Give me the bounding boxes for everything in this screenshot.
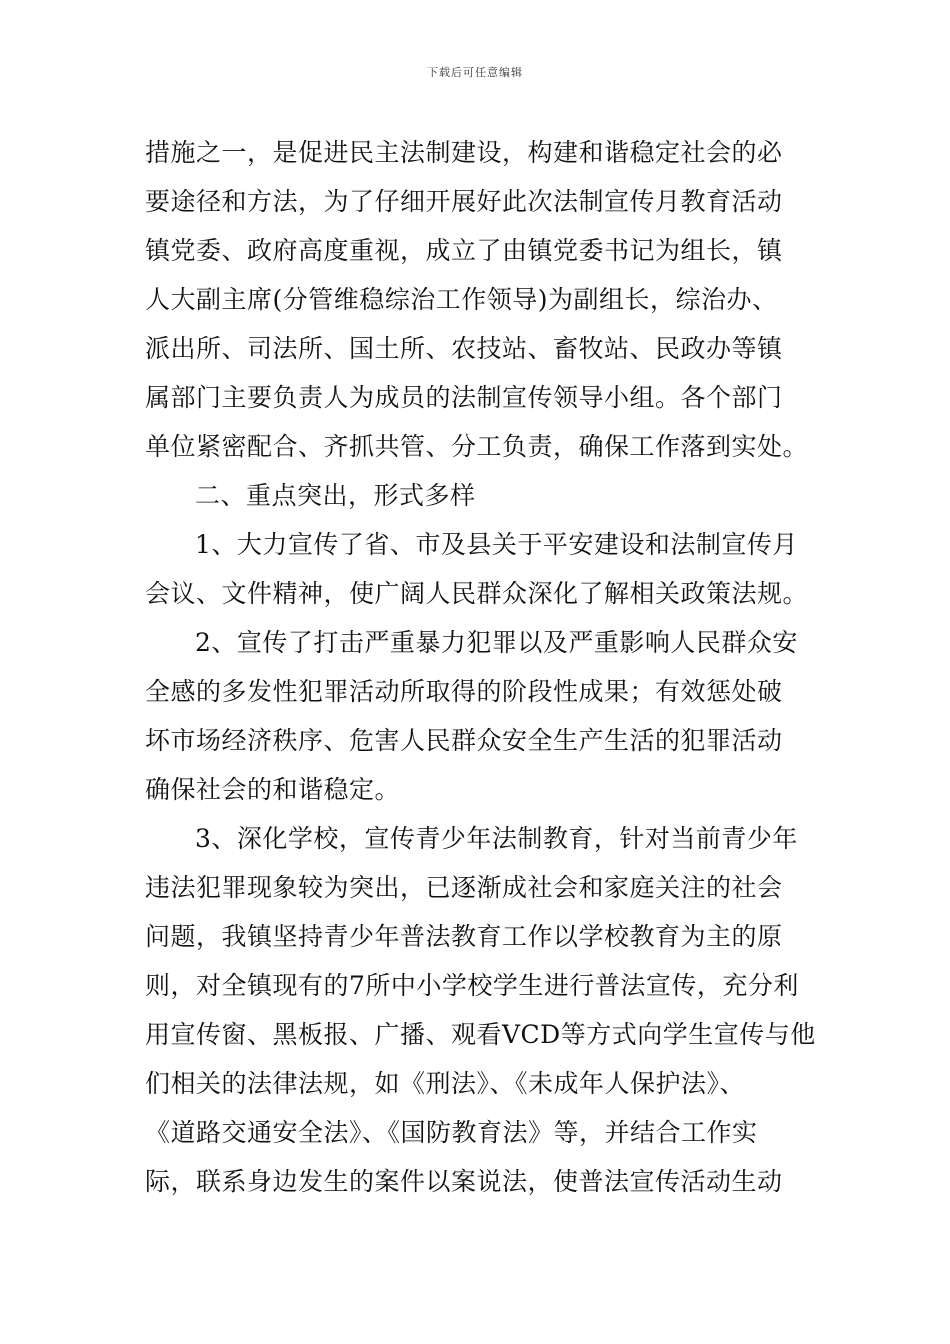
text-line: 际，联系身边发生的案件以案说法，使普法宣传活动生动 bbox=[145, 1167, 783, 1196]
text-line: 会议、文件精神，使广阔人民群众深化了解相关政策法规。 bbox=[145, 579, 809, 608]
text-line: 则，对全镇现有的7所中小学校学生进行普法宣传，充分利 bbox=[145, 971, 799, 1000]
page-header: 下载后可任意编辑 bbox=[427, 66, 523, 79]
text-line: 单位紧密配合、齐抓共管、分工负责，确保工作落到实处。 bbox=[145, 432, 809, 461]
section-heading: 二、重点突出，形式多样 bbox=[195, 481, 476, 510]
text-line: 问题，我镇坚持青少年普法教育工作以学校教育为主的原 bbox=[145, 922, 783, 951]
text-line: 措施之一，是促进民主法制建设，构建和谐稳定社会的必 bbox=[145, 138, 783, 167]
text-line: 要途径和方法，为了仔细开展好此次法制宣传月教育活动 bbox=[145, 187, 783, 216]
document-body bbox=[145, 128, 816, 1206]
text-line: 镇党委、政府高度重视，成立了由镇党委书记为组长，镇 bbox=[145, 236, 783, 265]
text-line: 1、大力宣传了省、市及县关于平安建设和法制宣传月 bbox=[195, 530, 798, 559]
text-line: 2、宣传了打击严重暴力犯罪以及严重影响人民群众安 bbox=[195, 628, 798, 657]
text-line: 确保社会的和谐稳定。 bbox=[145, 775, 401, 804]
text-line: 人大副主席(分管维稳综治工作领导)为副组长，综治办、 bbox=[145, 285, 778, 314]
text-line: 违法犯罪现象较为突出，已逐渐成社会和家庭关注的社会 bbox=[145, 873, 783, 902]
text-line: 全感的多发性犯罪活动所取得的阶段性成果；有效惩处破 bbox=[145, 677, 783, 706]
text-line: 3、深化学校，宣传青少年法制教育，针对当前青少年 bbox=[195, 824, 798, 853]
text-line: 们相关的法律法规，如《刑法》、《未成年人保护法》、 bbox=[145, 1069, 746, 1098]
text-line: 坏市场经济秩序、危害人民群众安全生产生活的犯罪活动 bbox=[145, 726, 783, 755]
text-line: 属部门主要负责人为成员的法制宣传领导小组。各个部门 bbox=[145, 383, 783, 412]
text-line: 《道路交通安全法》、《国防教育法》等，并结合工作实 bbox=[145, 1118, 758, 1147]
text-line: 用宣传窗、黑板报、广播、观看VCD等方式向学生宣传与他 bbox=[145, 1020, 816, 1049]
text-line: 派出所、司法所、国土所、农技站、畜牧站、民政办等镇 bbox=[145, 334, 783, 363]
